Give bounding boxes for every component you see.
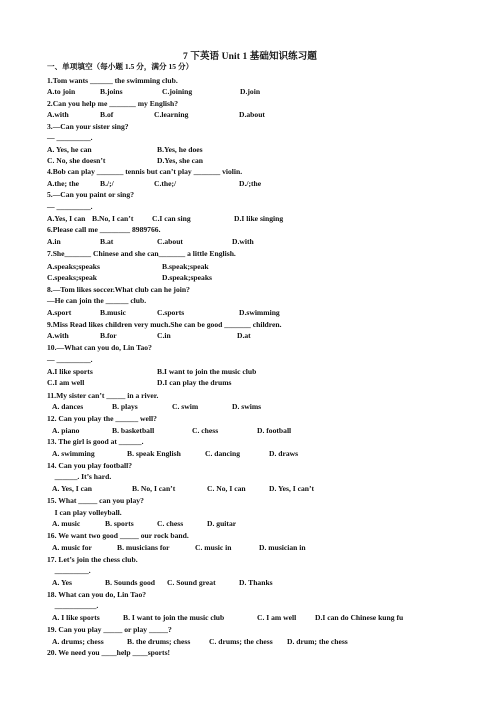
question-line: 12. Can you play the ______ well? <box>47 414 157 423</box>
answer-option: D. swims <box>232 402 262 411</box>
answer-option: B. No, I can’t <box>132 484 176 493</box>
answer-options-row <box>47 578 477 588</box>
answer-options-row <box>47 273 477 283</box>
answer-option: A.in <box>47 237 61 246</box>
answer-option: C.I can sing <box>152 214 191 223</box>
question-line: 8.—Tom likes soccer.What club can he join? <box>47 285 190 294</box>
answer-option: A.with <box>47 110 69 119</box>
question-line: —He can join the ______ club. <box>47 296 147 305</box>
answer-options-row <box>47 519 477 529</box>
question-line: 2.Can you help me _______ my English? <box>47 99 179 108</box>
answer-option: C. dancing <box>205 449 241 458</box>
answer-option: C.learning <box>154 110 189 119</box>
answer-option: D. Yes, I can’t <box>269 484 315 493</box>
answer-option: B. speak English <box>127 449 181 458</box>
question-line: 4.Bob can play _______ tennis but can’t play _______ violin. <box>47 167 243 176</box>
answer-options-row <box>47 87 477 97</box>
answer-option: C.speaks;speak <box>47 273 98 282</box>
answer-option: B. the drums; chess <box>127 637 191 646</box>
answer-option: B. I want to join the music club <box>123 613 225 622</box>
question-line: — _________. <box>47 355 93 364</box>
answer-option: A. Yes <box>52 578 72 587</box>
answer-option: A. piano <box>52 426 80 435</box>
answer-options-row <box>47 378 477 388</box>
answer-option: B.joins <box>100 87 123 96</box>
answer-option: D. Thanks <box>239 578 273 587</box>
answer-option: C. music in <box>195 543 232 552</box>
question-line: 6.Please call me ________ 8989766. <box>47 225 161 234</box>
question-line: ___________. <box>47 601 99 610</box>
answer-option: A.speaks;speaks <box>47 262 100 271</box>
answer-option: B. sports <box>105 519 134 528</box>
answer-options-row <box>47 237 477 247</box>
answer-option: A.I like sports <box>47 367 93 376</box>
answer-option: A. drums; chess <box>52 637 104 646</box>
answer-option: B./;/ <box>100 179 114 188</box>
question-line: 3.—Can your sister sing? <box>47 122 129 131</box>
answer-option: B. basketball <box>112 426 155 435</box>
answer-option: B. Sounds good <box>105 578 156 587</box>
page-title: 7 下英语 Unit 1 基础知识练习题 <box>183 52 317 62</box>
answer-option: B.Yes, he does <box>157 145 203 154</box>
answer-options-row <box>47 402 477 412</box>
question-line: _________. <box>47 566 91 575</box>
answer-option: B. plays <box>112 402 138 411</box>
answer-options-row <box>47 262 477 272</box>
answer-option: A.to join <box>47 87 76 96</box>
answer-option: C.sports <box>157 308 185 317</box>
answer-option: C. Sound great <box>167 578 216 587</box>
answer-option: C.in <box>157 331 171 340</box>
question-line: 14. Can you play football? <box>47 461 133 470</box>
answer-option: A. music <box>52 519 81 528</box>
answer-option: D.speak;speaks <box>162 273 213 282</box>
answer-option: C.about <box>157 237 183 246</box>
answer-option: D.with <box>232 237 254 246</box>
answer-options-row <box>47 156 477 166</box>
answer-option: D. guitar <box>207 519 237 528</box>
answer-option: C. I am well <box>257 613 297 622</box>
question-line: 7.She_______ Chinese and she can_______ a little English. <box>47 249 236 258</box>
answer-option: B.of <box>100 110 114 119</box>
answer-options-row <box>47 543 477 553</box>
answer-option: B.No, I can’t <box>92 214 134 223</box>
answer-option: A. music for <box>52 543 92 552</box>
question-line: 13. The girl is good at ______. <box>47 437 144 446</box>
answer-option: A. Yes, he can <box>47 145 92 154</box>
answer-options-row <box>47 449 477 459</box>
answer-option: A. dances <box>52 402 84 411</box>
answer-option: B.for <box>100 331 117 340</box>
answer-option: D.Yes, she can <box>157 156 203 165</box>
answer-option: D.join <box>240 87 261 96</box>
answer-option: C. No, she doesn’t <box>47 156 106 165</box>
answer-option: C. chess <box>157 519 184 528</box>
answer-option: D./;the <box>239 179 262 188</box>
answer-option: D. draws <box>269 449 299 458</box>
question-line: 10.—What can you do, Lin Tao? <box>47 343 152 352</box>
answer-options-row <box>47 613 477 623</box>
question-line: I can play volleyball. <box>47 508 122 517</box>
answer-options-row <box>47 637 477 647</box>
answer-option: A.with <box>47 331 69 340</box>
question-line: 15. What _____ can you play? <box>47 496 144 505</box>
answer-option: D.about <box>239 110 265 119</box>
answer-option: D.swimming <box>239 308 280 317</box>
answer-option: B.music <box>100 308 126 317</box>
question-line: 1.Tom wants ______ the swimming club. <box>47 76 178 85</box>
answer-option: B.I want to join the music club <box>157 367 257 376</box>
answer-option: C.joining <box>162 87 193 96</box>
answer-option: A.sport <box>47 308 72 317</box>
question-line: 11.My sister can’t _____ in a river. <box>47 391 159 400</box>
question-line: 17. Let’s join the chess club. <box>47 555 138 564</box>
answer-option: A. I like sports <box>52 613 100 622</box>
answer-option: B. musicians for <box>117 543 170 552</box>
answer-option: C. swim <box>172 402 199 411</box>
section-heading: 一、单项填空（每小题 1.5 分，满分 15 分） <box>47 62 194 71</box>
answer-option: D.I like singing <box>234 214 284 223</box>
answer-options-row <box>47 331 477 341</box>
answer-option: A.the; the <box>47 179 80 188</box>
answer-option: A. swimming <box>52 449 95 458</box>
answer-options-row <box>47 367 477 377</box>
question-line: — _________. <box>47 133 93 142</box>
answer-options-row <box>47 179 477 189</box>
answer-option: C.I am well <box>47 378 85 387</box>
answer-option: C. drums; the chess <box>209 637 273 646</box>
answer-options-row <box>47 308 477 318</box>
answer-option: D. football <box>257 426 292 435</box>
question-line: 18. What can you do, Lin Tao? <box>47 590 147 599</box>
answer-options-row <box>47 214 477 224</box>
question-line: 9.Miss Read likes children very much.She can be good _______ children. <box>47 320 282 329</box>
answer-option: C.the;/ <box>154 179 177 188</box>
question-line: 16. We want two good _____ our rock band. <box>47 531 189 540</box>
answer-option: D. musician in <box>259 543 306 552</box>
answer-option: B.speak;speak <box>162 262 209 271</box>
answer-options-row <box>47 484 477 494</box>
question-line: — _________. <box>47 202 93 211</box>
answer-option: A.Yes, I can <box>47 214 86 223</box>
answer-options-row <box>47 110 477 120</box>
answer-option: D.at <box>237 331 251 340</box>
answer-option: B.at <box>100 237 114 246</box>
answer-option: D. drum; the chess <box>287 637 348 646</box>
question-line: 19. Can you play _____ or play _____? <box>47 625 172 634</box>
answer-options-row <box>47 145 477 155</box>
question-line: 5.—Can you paint or sing? <box>47 190 134 199</box>
answer-options-row <box>47 426 477 436</box>
answer-option: C. No, I can <box>207 484 246 493</box>
answer-option: D.I can play the drums <box>157 378 232 387</box>
answer-option: A. Yes, I can <box>52 484 93 493</box>
question-line: ______. It’s hard. <box>47 472 112 481</box>
question-line: 20. We need you ____help ____sports! <box>47 648 171 657</box>
answer-option: C. chess <box>192 426 219 435</box>
answer-option: D.I can do Chinese kung fu <box>315 613 404 622</box>
